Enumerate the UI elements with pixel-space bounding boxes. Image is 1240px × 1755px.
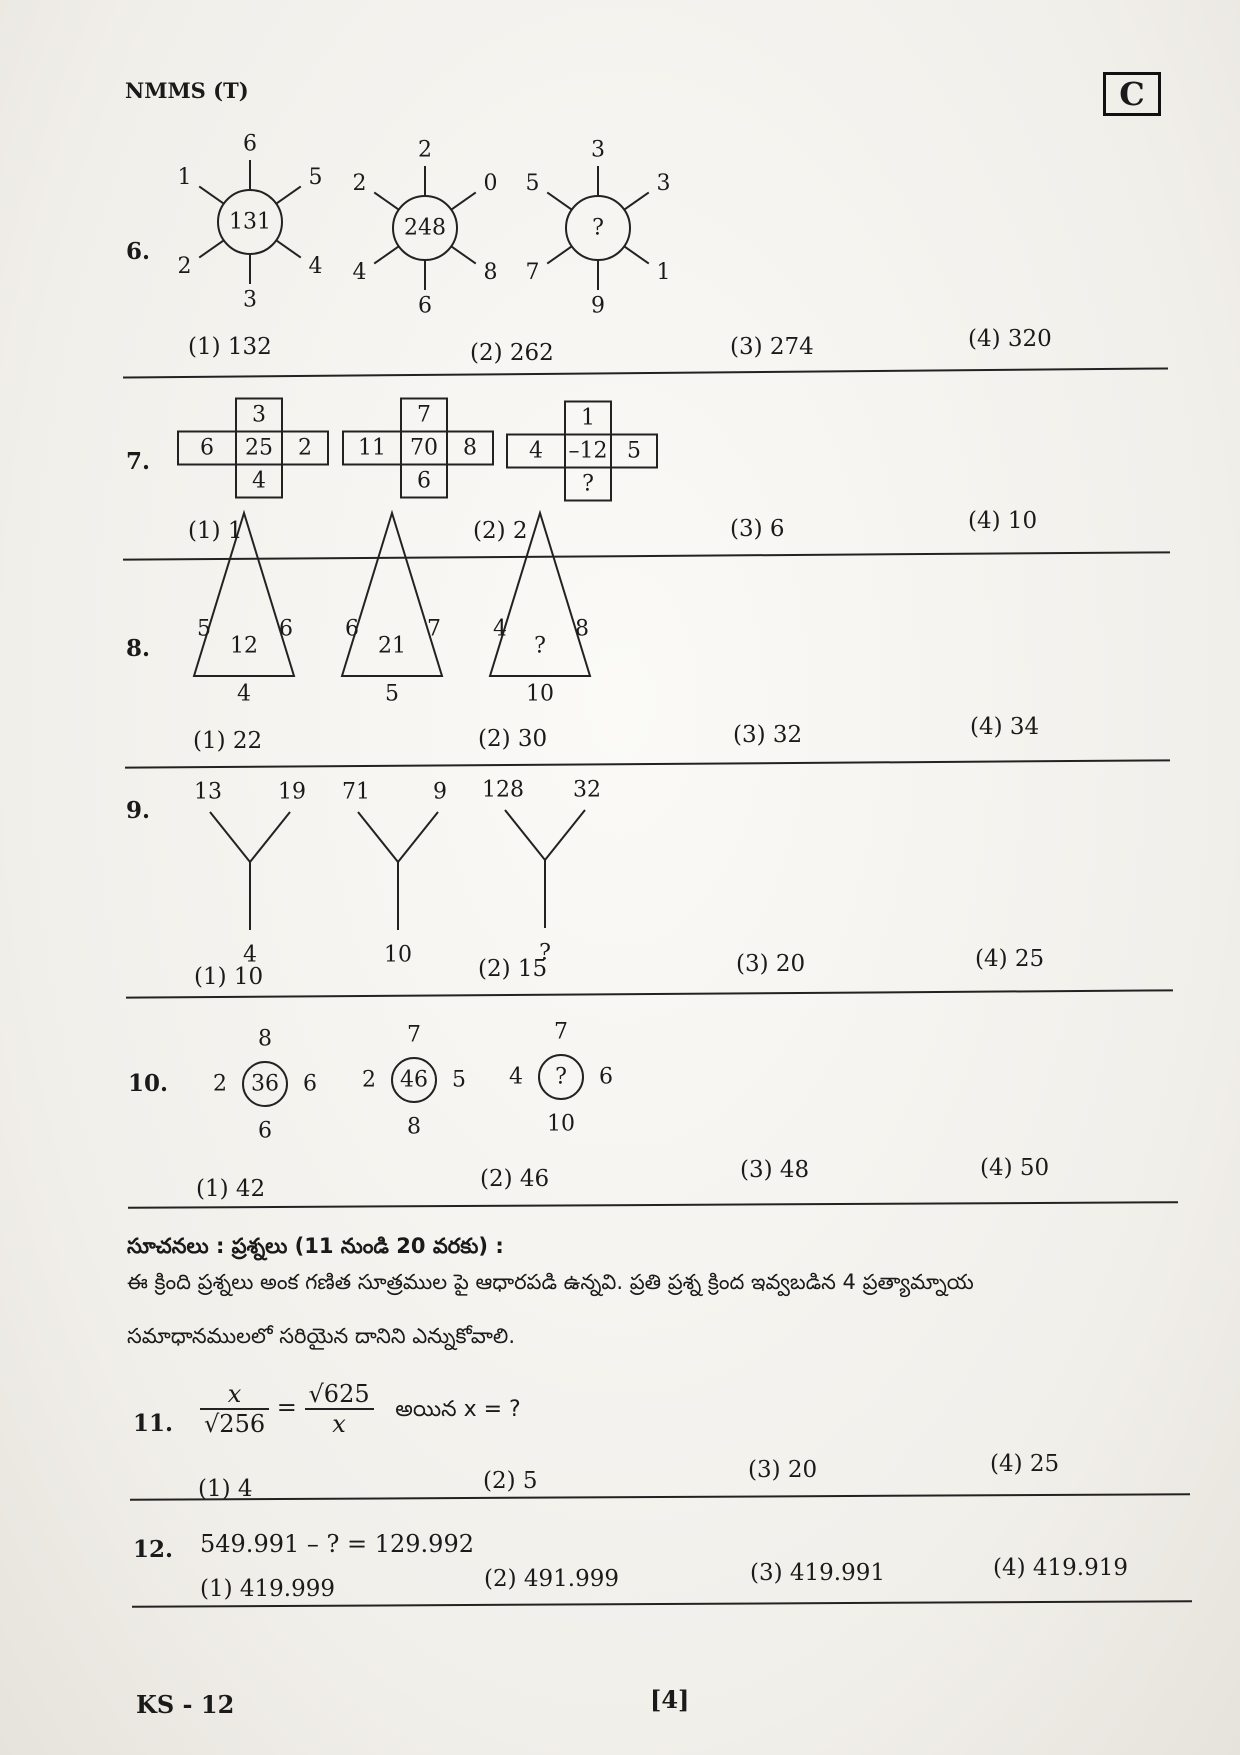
q10-bottom-value: 6 xyxy=(258,1118,272,1144)
q9-bottom-value: 10 xyxy=(384,942,412,968)
q6-circle xyxy=(393,196,457,260)
q6-spoke xyxy=(199,186,224,203)
q7-cell xyxy=(447,432,493,465)
exam-code: NMMS (T) xyxy=(125,78,249,103)
q8-center-value: ? xyxy=(534,633,546,659)
q6-option-3[interactable]: (3) 274 xyxy=(730,334,814,360)
q7-cell xyxy=(236,465,282,498)
q7-cell-value: 4 xyxy=(252,468,266,494)
q7-cell xyxy=(507,435,565,468)
q8-option-4[interactable]: (4) 34 xyxy=(970,714,1040,740)
q10-top-value: 8 xyxy=(258,1026,272,1052)
q9-branch xyxy=(210,812,250,862)
q6-circle xyxy=(566,196,630,260)
divider-rule xyxy=(126,989,1173,998)
q11-rhs-fraction xyxy=(305,1380,374,1438)
q7-cell xyxy=(401,465,447,498)
q7-cell xyxy=(178,432,236,465)
q9-right-value: 19 xyxy=(278,779,306,805)
q8-right-value: 7 xyxy=(427,616,441,642)
q7-cell xyxy=(236,432,282,465)
q8-bottom-value: 5 xyxy=(385,681,399,707)
q7-cell-value: 1 xyxy=(581,405,595,431)
q11-option-3[interactable]: (3) 20 xyxy=(748,1457,818,1483)
q11-equals: = xyxy=(276,1393,297,1422)
q6-option-2[interactable]: (2) 262 xyxy=(470,340,554,366)
q6-spoke-value: 3 xyxy=(243,287,257,313)
q10-right-value: 5 xyxy=(452,1067,466,1093)
q9-option-2[interactable]: (2) 15 xyxy=(478,956,548,982)
q8-option-2[interactable]: (2) 30 xyxy=(478,726,548,752)
q6-spoke xyxy=(276,186,301,203)
q6-spoke-value: 3 xyxy=(656,170,671,196)
q7-cell xyxy=(565,402,611,435)
divider-rule xyxy=(123,367,1168,378)
page-number: [4] xyxy=(650,1685,690,1714)
q6-spoke-value: 7 xyxy=(525,260,540,286)
q6-spoke-value: 2 xyxy=(352,170,367,196)
q6-spoke-value: 9 xyxy=(591,293,605,319)
q10-center-value: 36 xyxy=(251,1071,279,1097)
q9-right-value: 32 xyxy=(573,777,601,803)
divider-rule xyxy=(123,551,1170,560)
q8-center-value: 21 xyxy=(378,633,406,659)
q7-cell xyxy=(565,468,611,501)
q6-spoke-value: 1 xyxy=(177,164,192,190)
q6-spoke-value: 6 xyxy=(418,293,432,319)
q7-cell-value: 70 xyxy=(410,435,438,461)
q8-left-value: 5 xyxy=(197,616,211,642)
q6-spoke xyxy=(451,192,476,209)
q6-spoke-value: 1 xyxy=(656,260,671,286)
q10-top-value: 7 xyxy=(407,1022,421,1048)
q9-option-3[interactable]: (3) 20 xyxy=(736,951,806,977)
q6-spoke-value: 5 xyxy=(308,164,323,190)
q7-cell xyxy=(401,399,447,432)
q10-right-value: 6 xyxy=(303,1071,317,1097)
q6-spoke xyxy=(547,246,572,263)
q11-option-2[interactable]: (2) 5 xyxy=(483,1468,538,1494)
q6-spoke-value: 8 xyxy=(483,260,498,286)
question-number-10: 10. xyxy=(128,1070,169,1097)
q9-bottom-value: 4 xyxy=(243,942,257,968)
divider-rule xyxy=(125,759,1170,768)
q7-cell xyxy=(236,399,282,432)
q6-spoke-value: 3 xyxy=(591,137,605,163)
q6-spoke xyxy=(624,246,649,263)
q6-spoke xyxy=(199,240,224,257)
q10-top-value: 7 xyxy=(554,1019,568,1045)
q6-spoke xyxy=(276,240,301,257)
q7-cell-value: 6 xyxy=(200,435,214,461)
divider-rule xyxy=(128,1201,1178,1208)
q9-branch xyxy=(505,810,545,860)
q7-option-3[interactable]: (3) 6 xyxy=(730,516,785,542)
q8-center-value: 12 xyxy=(230,633,258,659)
q11-equation xyxy=(200,1380,521,1438)
q8-option-1[interactable]: (1) 22 xyxy=(193,728,263,754)
q6-spoke-value: 2 xyxy=(177,254,192,280)
q9-branch xyxy=(398,812,438,862)
q10-option-3[interactable]: (3) 48 xyxy=(740,1157,810,1183)
q7-cell-value: –12 xyxy=(568,438,608,464)
q12-option-3[interactable]: (3) 419.991 xyxy=(750,1560,886,1586)
q6-spoke xyxy=(374,192,399,209)
q7-cell xyxy=(565,435,611,468)
question-number-12: 12. xyxy=(133,1536,174,1563)
q10-option-1[interactable]: (1) 42 xyxy=(196,1176,266,1202)
q8-right-value: 8 xyxy=(575,616,589,642)
q11-option-1[interactable]: (1) 4 xyxy=(198,1476,253,1502)
q11-lhs-fraction xyxy=(200,1380,269,1438)
q6-spoke xyxy=(374,246,399,263)
q9-left-value: 128 xyxy=(482,777,524,803)
q10-left-value: 4 xyxy=(509,1064,523,1090)
q9-bottom-value: ? xyxy=(539,940,551,966)
set-code-box: C xyxy=(1103,72,1161,116)
q8-left-value: 4 xyxy=(493,616,507,642)
q11-lhs-denominator: √256 xyxy=(204,1410,266,1438)
q10-center-value: 46 xyxy=(400,1067,428,1093)
q6-spoke xyxy=(547,192,572,209)
question-number-8: 8. xyxy=(126,635,151,662)
q6-option-1[interactable]: (1) 132 xyxy=(188,334,272,360)
q11-lhs-numerator: x xyxy=(200,1380,269,1410)
q9-left-value: 13 xyxy=(194,779,222,805)
q7-cell xyxy=(343,432,401,465)
q6-spoke xyxy=(624,192,649,209)
q11-question-tail: అయిన x = ? xyxy=(395,1396,521,1422)
q11-rhs-numerator: √625 xyxy=(305,1380,374,1410)
question-number-6: 6. xyxy=(126,238,151,265)
q10-right-value: 6 xyxy=(599,1064,613,1090)
q7-cell-value: 25 xyxy=(245,435,273,461)
q7-cell xyxy=(401,432,447,465)
q6-spoke-value: 0 xyxy=(483,170,498,196)
q7-cell-value: ? xyxy=(582,471,594,497)
q9-branch xyxy=(358,812,398,862)
footer-code: KS - 12 xyxy=(136,1690,235,1719)
q10-bottom-value: 10 xyxy=(547,1111,575,1137)
q6-spoke-value: 4 xyxy=(352,260,367,286)
q9-option-4[interactable]: (4) 25 xyxy=(975,946,1045,972)
q12-question: 549.991 – ? = 129.992 xyxy=(200,1530,474,1558)
q6-spoke-value: 5 xyxy=(525,170,540,196)
q7-cell-value: 2 xyxy=(298,435,312,461)
q9-branch xyxy=(545,810,585,860)
q6-spoke xyxy=(451,246,476,263)
q8-right-value: 6 xyxy=(279,616,293,642)
q6-spoke-value: 6 xyxy=(243,131,257,157)
q8-bottom-value: 4 xyxy=(237,681,251,707)
q6-center-value: 131 xyxy=(229,209,271,235)
q10-circle xyxy=(539,1055,583,1099)
q12-option-2[interactable]: (2) 491.999 xyxy=(484,1566,620,1592)
q11-rhs-denominator: x xyxy=(332,1410,346,1438)
instructions-heading: సూచనలు : ప్రశ్నలు (11 నుండి 20 వరకు) : xyxy=(127,1234,504,1258)
q7-option-1[interactable]: (1) 1 xyxy=(188,518,243,544)
q10-circle xyxy=(392,1058,436,1102)
q6-circle xyxy=(218,190,282,254)
instructions-line: సమాధానములలో సరియైన దానిని ఎన్నుకోవాలి. xyxy=(127,1324,516,1348)
q7-cell-value: 7 xyxy=(417,402,431,428)
q10-option-4[interactable]: (4) 50 xyxy=(980,1155,1050,1181)
q11-option-4[interactable]: (4) 25 xyxy=(990,1451,1060,1477)
q10-option-2[interactable]: (2) 46 xyxy=(480,1166,550,1192)
q9-right-value: 9 xyxy=(433,779,447,805)
q7-cell-value: 6 xyxy=(417,468,431,494)
q6-spoke-value: 4 xyxy=(308,254,323,280)
q7-cell-value: 5 xyxy=(627,438,641,464)
divider-rule xyxy=(130,1493,1190,1501)
instructions-line: ఈ క్రింది ప్రశ్నలు అంక గణిత సూత్రముల పై ఆధారపడి ఉన్నవి. ప్రతి ప్రశ్న క్రింద ఇవ్వబడిన 4 ప్రత్యామ్నాయ xyxy=(127,1270,974,1294)
q9-option-1[interactable]: (1) 10 xyxy=(194,964,264,990)
q7-cell xyxy=(282,432,328,465)
q12-option-1[interactable]: (1) 419.999 xyxy=(200,1576,336,1602)
q8-bottom-value: 10 xyxy=(526,681,554,707)
q9-branch xyxy=(250,812,290,862)
q10-circle xyxy=(243,1062,287,1106)
q8-left-value: 6 xyxy=(345,616,359,642)
q8-triangle xyxy=(342,513,442,676)
q9-left-value: 71 xyxy=(342,779,370,805)
question-number-11: 11. xyxy=(133,1410,174,1437)
q10-bottom-value: 8 xyxy=(407,1114,421,1140)
q12-option-4[interactable]: (4) 419.919 xyxy=(993,1555,1129,1581)
q7-cell-value: 11 xyxy=(358,435,386,461)
q7-cell-value: 4 xyxy=(529,438,543,464)
q6-spoke-value: 2 xyxy=(418,137,432,163)
q10-center-value: ? xyxy=(555,1064,567,1090)
q6-center-value: ? xyxy=(592,215,604,241)
q7-option-4[interactable]: (4) 10 xyxy=(968,508,1038,534)
q6-option-4[interactable]: (4) 320 xyxy=(968,326,1052,352)
q7-cell-value: 3 xyxy=(252,402,266,428)
question-number-9: 9. xyxy=(126,797,151,824)
q10-left-value: 2 xyxy=(362,1067,376,1093)
q8-option-3[interactable]: (3) 32 xyxy=(733,722,803,748)
q7-cell xyxy=(611,435,657,468)
question-number-7: 7. xyxy=(126,448,151,475)
q6-center-value: 248 xyxy=(404,215,446,241)
q10-left-value: 2 xyxy=(213,1071,227,1097)
q7-cell-value: 8 xyxy=(463,435,477,461)
q7-option-2[interactable]: (2) 2 xyxy=(473,518,528,544)
